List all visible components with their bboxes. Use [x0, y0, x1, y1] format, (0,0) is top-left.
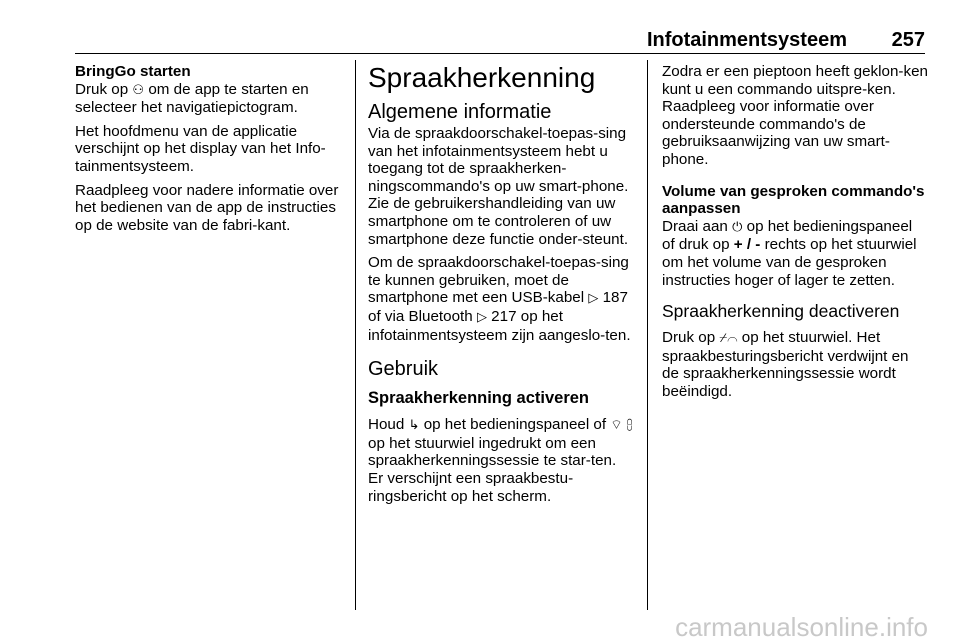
nav-app-icon: ⚇	[132, 82, 145, 98]
column-left	[75, 63, 343, 240]
ref-arrow-icon: ▷	[588, 291, 599, 307]
column-middle	[368, 63, 634, 511]
voice-button-icon: ↳	[408, 418, 420, 434]
volume-title: Volume van gesproken commando's aanpassen	[662, 182, 925, 218]
power-knob-icon: ⏻	[732, 219, 743, 235]
page-reference[interactable]: 217	[491, 307, 517, 325]
steering-voice-icon: ⌔ ⩉	[610, 418, 633, 434]
watermark: carmanualsonline.info	[675, 612, 928, 642]
subsection-title: Algemene informatie	[368, 101, 552, 123]
paragraph: Het hoofdmenu van de applicatie verschijnt op het display van het Info-tainmentsysteem.	[75, 122, 326, 175]
subsection-title: Gebruik	[368, 358, 439, 381]
column-right	[662, 63, 928, 407]
end-call-icon: ⌿⌒	[719, 331, 738, 347]
page-reference[interactable]: 187	[602, 289, 628, 307]
column-divider	[355, 60, 356, 610]
paragraph: Zodra er een pieptoon heeft geklon-ken kunt u een commando uitspre-ken. Raadpleeg voor informatie over ondersteunde commando's de gebruiksaanwijzing van uw smart-phone.	[662, 63, 928, 168]
paragraph: Draai aan ⏻ op het bedieningspaneel of druk op + / - rechts op het stuurwiel om het volume van de gesproken instructies hoger of lager te zetten.	[662, 217, 917, 289]
paragraph: Via de spraakdoorschakel-toepas-sing van het infotainmentsysteem hebt u toegang tot de spraakherken-ningscommando's op uw smart-phone. Zie de gebruikershandleiding van uw smartphone om te controleren of uw smartphone deze functie onder-steunt.	[368, 125, 629, 248]
column-divider	[647, 60, 648, 610]
volume-key: + / -	[733, 236, 761, 254]
paragraph: Raadpleeg voor nadere informatie over het bedienen van de app de instructies op de website van de fabri-kant.	[75, 181, 339, 234]
topic-title: Spraakherkenning activeren	[368, 389, 590, 408]
paragraph: Om de spraakdoorschakel-toepas-sing te kunnen gebruiken, moet de smartphone met een USB-kabel ▷ 187 of via Bluetooth ▷ 217 op het infotainmentsysteem zijn aangeslo-ten.	[368, 254, 631, 344]
ref-arrow-icon: ▷	[476, 309, 487, 325]
header-title: Infotainmentsysteem	[646, 29, 847, 51]
page-number: 257	[891, 29, 925, 51]
topic-title: Spraakherkenning deactiveren	[662, 301, 900, 322]
paragraph: Houd ↳ op het bedieningspaneel of ⌔ ⩉ op het stuurwiel ingedrukt om een spraakherkenningssessie te star-ten. Er verschijnt een spraakbestu-ringsbericht op het scherm.	[368, 416, 633, 505]
paragraph: Druk op ⌿⌒ op het stuurwiel. Het spraakbesturingsbericht verdwijnt en de spraakherkenningssessie wordt beëindigd.	[662, 329, 909, 400]
section-title: Spraakherkenning	[368, 62, 596, 93]
paragraph: Druk op ⚇ om de app te starten en selecteer het navigatiepictogram.	[75, 80, 309, 117]
bringgo-title: BringGo starten	[75, 63, 191, 80]
page-header	[75, 27, 925, 54]
